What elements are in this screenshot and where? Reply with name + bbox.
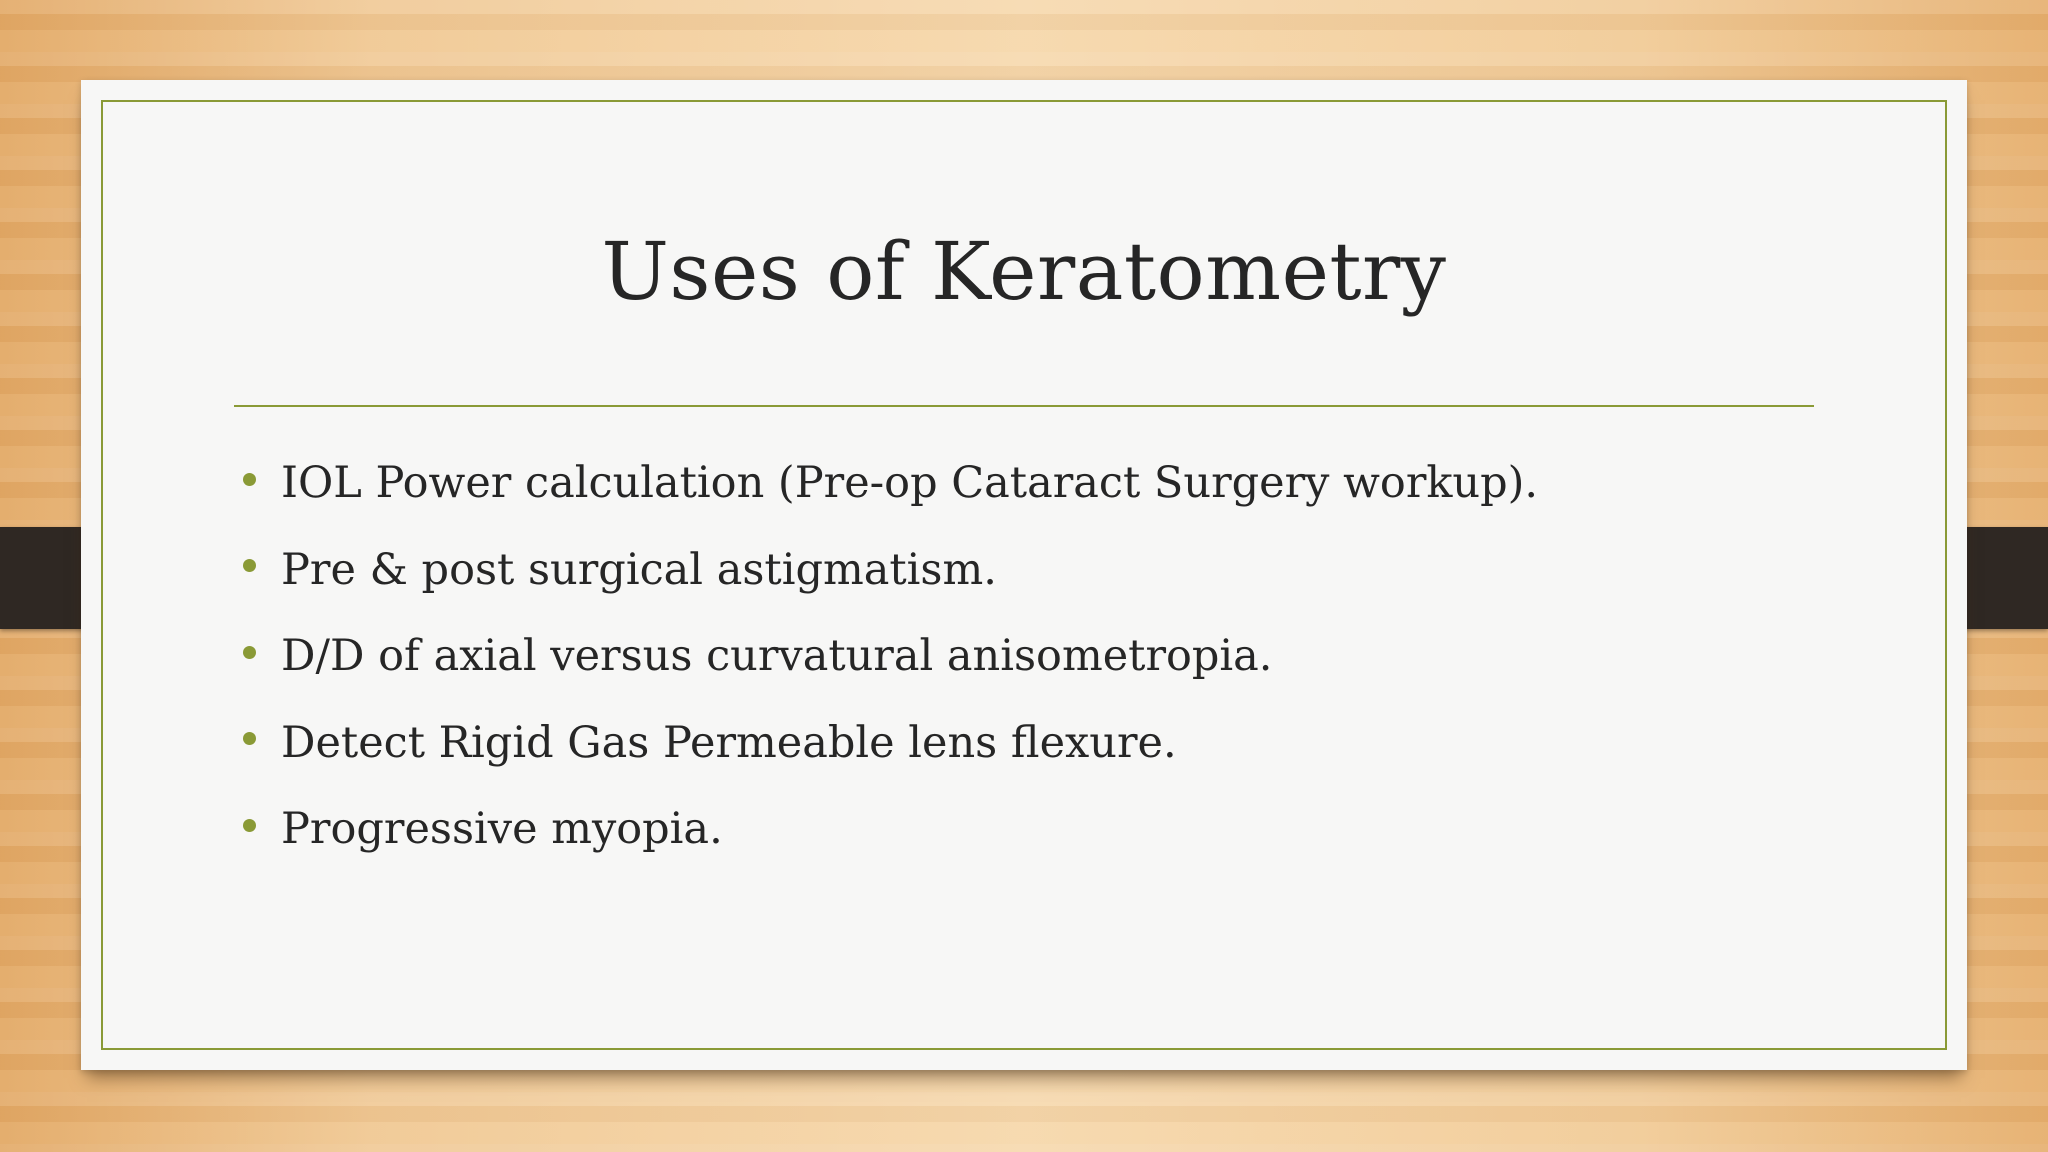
bullet-text: Progressive myopia. <box>281 804 723 855</box>
bullet-dot-icon <box>243 473 256 486</box>
bullet-text: D/D of axial versus curvatural anisometropia. <box>281 631 1273 682</box>
title-divider <box>234 405 1814 407</box>
bullet-text: Pre & post surgical astigmatism. <box>281 544 997 595</box>
bullet-list <box>235 440 1538 873</box>
slide-title: Uses of Keratometry <box>601 225 1447 318</box>
bullet-item <box>235 786 1538 873</box>
bullet-dot-icon <box>243 646 256 659</box>
bullet-dot-icon <box>243 819 256 832</box>
bullet-item <box>235 440 1538 527</box>
bullet-dot-icon <box>243 559 256 572</box>
bullet-item <box>235 613 1538 700</box>
bullet-dot-icon <box>243 732 256 745</box>
bullet-item <box>235 700 1538 787</box>
slide <box>81 80 1967 1070</box>
bullet-item <box>235 527 1538 614</box>
bullet-text: IOL Power calculation (Pre-op Cataract Surgery workup). <box>281 458 1539 509</box>
bullet-text: Detect Rigid Gas Permeable lens flexure. <box>281 717 1177 768</box>
